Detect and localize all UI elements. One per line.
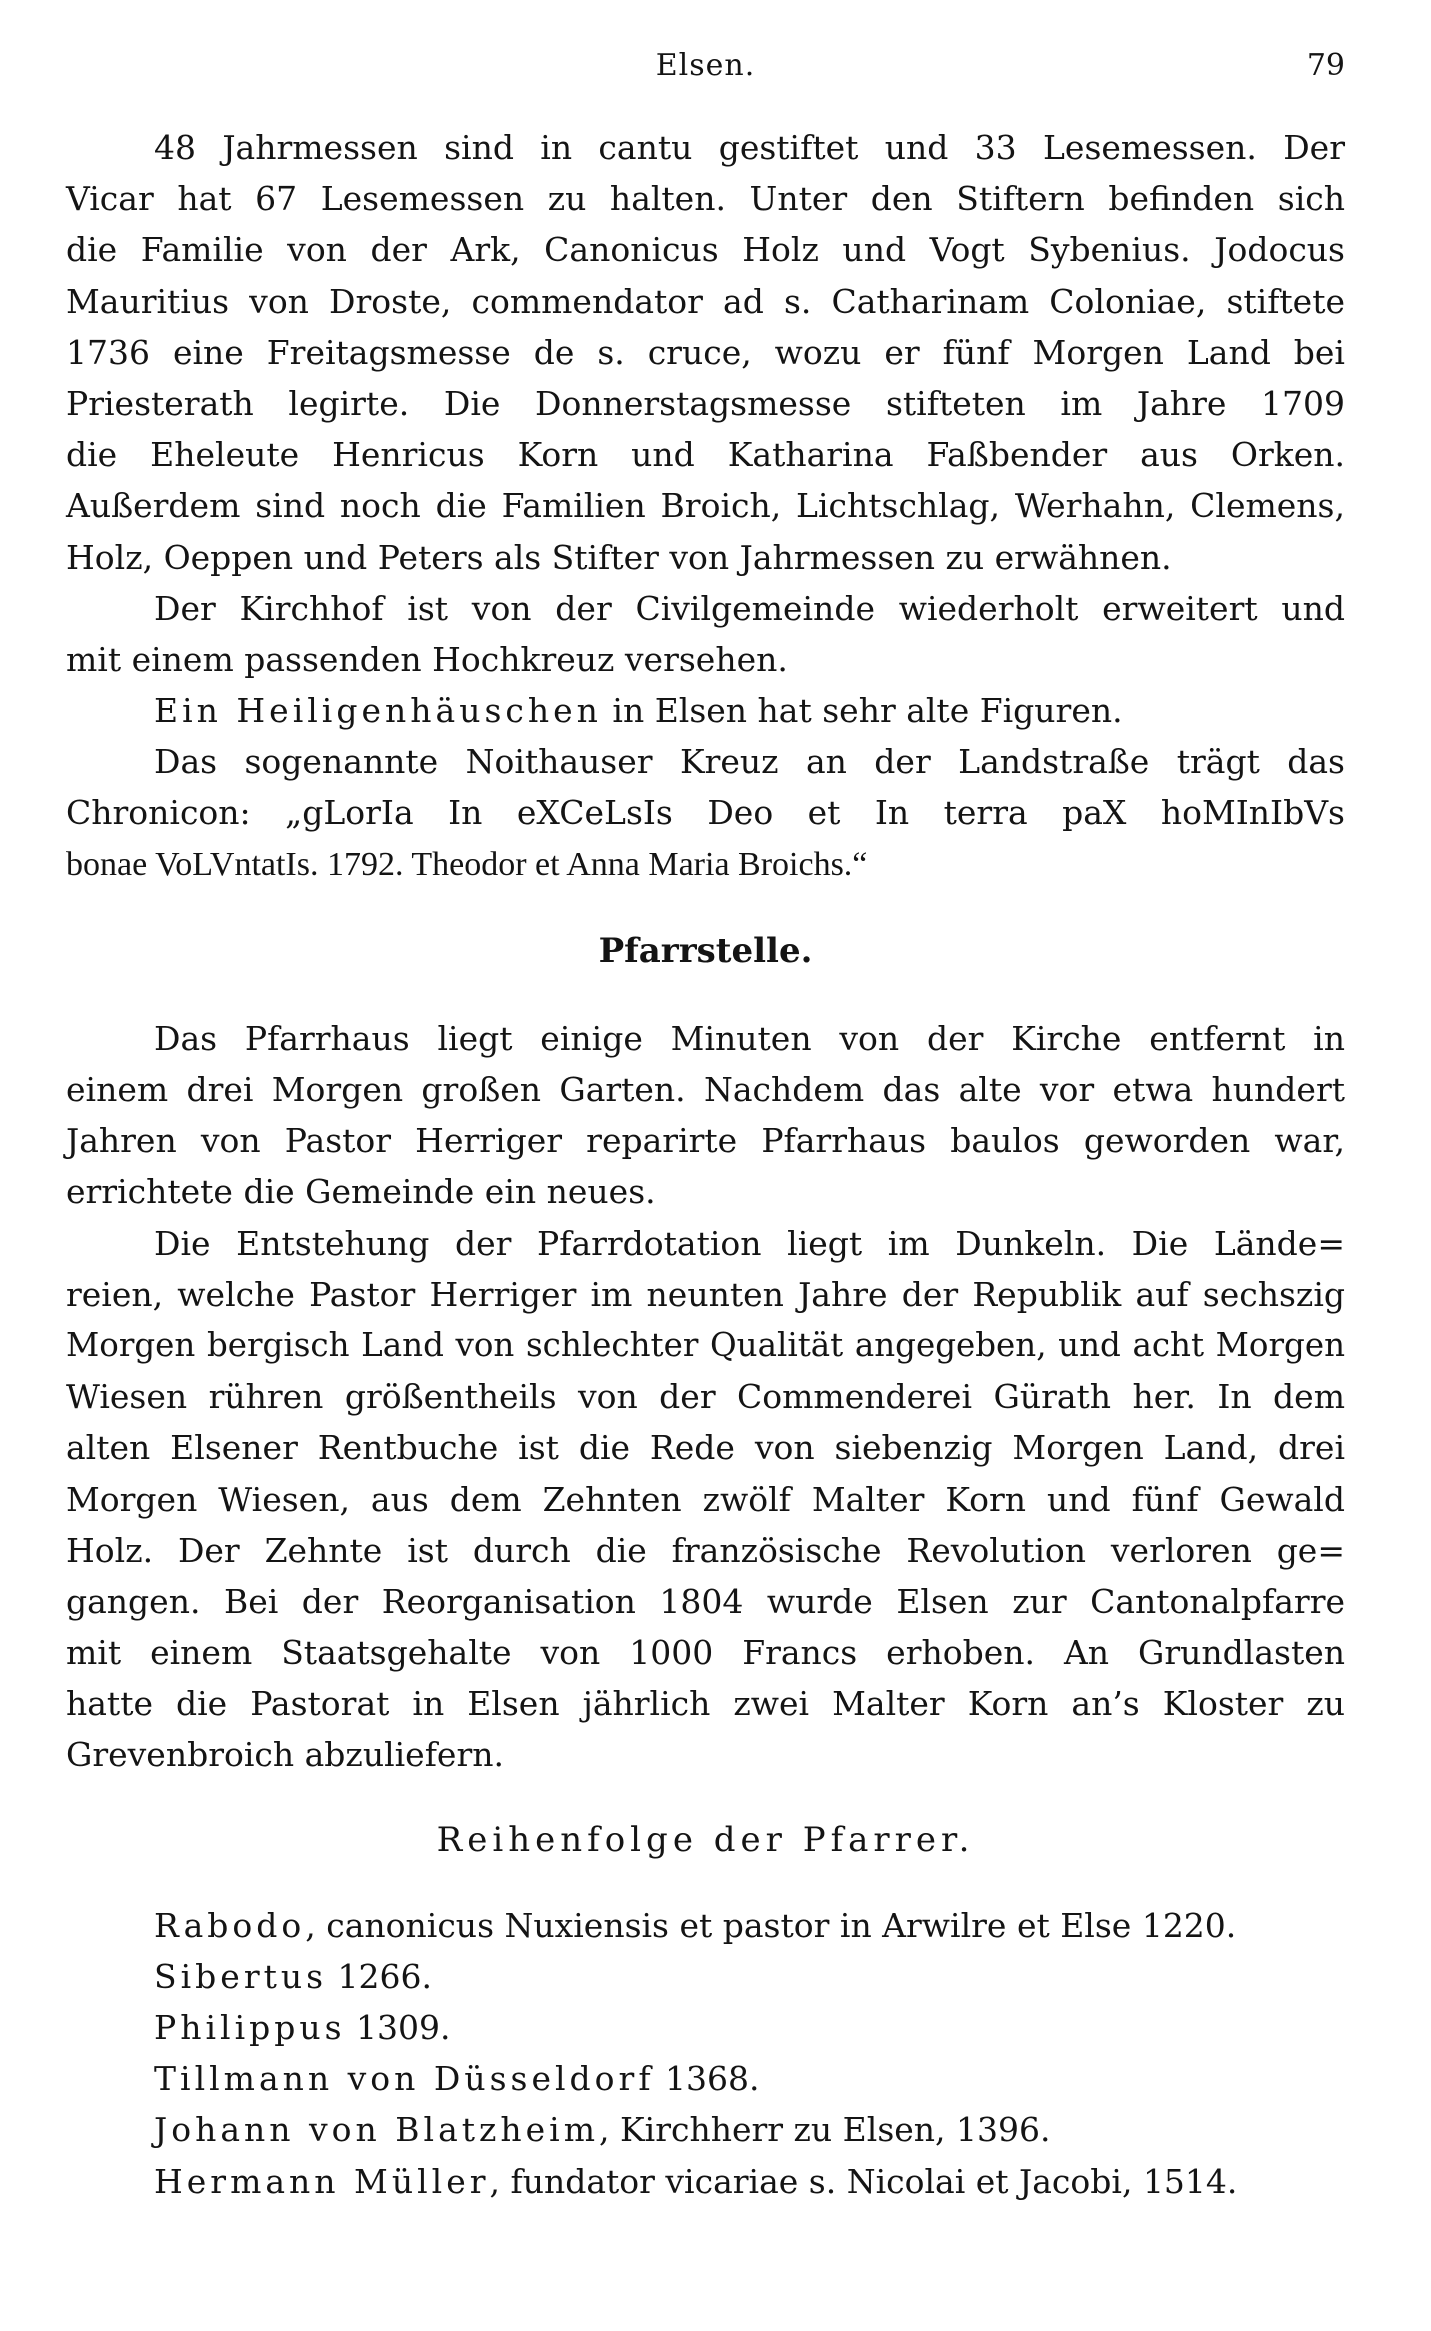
pastor-name: Rabodo: [154, 1905, 306, 1945]
text-line: Außerdem sind noch die Familien Broich, Lichtschlag, Werhahn, Clemens,: [66, 486, 1345, 526]
text-line: Das Pfarrhaus liegt einige Minuten von der Kirche entfernt in: [154, 1018, 1345, 1058]
text-line: Das sogenannte Noithauser Kreuz an der Landstraße trägt das: [154, 742, 1345, 782]
paragraph-foundations: [66, 122, 1345, 583]
text-line: die Familie von der Ark, Canonicus Holz und Vogt Sybenius. Jodocus: [66, 230, 1345, 270]
text-line: Grevenbroich abzuliefern.: [66, 1735, 504, 1775]
running-title: Elsen.: [655, 48, 756, 83]
page-header: [66, 48, 1345, 88]
text-run: in Elsen hat sehr alte Figuren.: [601, 691, 1123, 731]
pastor-detail: 1368.: [654, 2059, 760, 2099]
text-line: 48 Jahrmessen sind in cantu gestiftet und 33 Lesemessen. Der: [154, 128, 1345, 167]
pastor-detail: , Kirchherr zu Elsen, 1396.: [599, 2110, 1051, 2150]
text-line: Holz, Oeppen und Peters als Stifter von Jahrmessen zu erwähnen.: [66, 537, 1172, 577]
pastor-detail: 1266.: [327, 1956, 433, 1996]
list-item: [66, 1951, 1345, 2002]
paragraph-endowment: [66, 1218, 1345, 1781]
text-line: einem drei Morgen großen Garten. Nachdem das alte vor etwa hundert: [66, 1070, 1345, 1109]
text-line: bonae VoLVntatIs. 1792. Theodor et Anna Maria Broichs.“: [66, 845, 868, 883]
text-line: gangen. Bei der Reorganisation 1804 wurde Elsen zur Cantonalpfarre: [66, 1581, 1345, 1621]
list-item: [66, 2002, 1345, 2053]
list-item: [66, 2104, 1345, 2155]
text-line: Holz. Der Zehnte ist durch die französische Revolution verloren ge=: [66, 1530, 1345, 1570]
body-text: [66, 122, 1345, 2207]
paragraph-rectory: [66, 1013, 1345, 1218]
text-line: Morgen bergisch Land von schlechter Qualität angegeben, und acht Morgen: [66, 1325, 1345, 1364]
text-line: Chronicon: „gLorIa In eXCeLsIs Deo et In terra paX hoMInIbVs: [66, 793, 1345, 833]
paragraph-churchyard: [66, 583, 1345, 685]
spacer: [66, 1781, 1345, 1815]
text-line: Mauritius von Droste, commendator ad s. Catharinam Coloniae, stiftete: [66, 281, 1345, 321]
list-heading: Reihenfolge der Pfarrer.: [436, 1819, 975, 1860]
pastor-name: Sibertus: [154, 1956, 328, 1996]
text-line: mit einem Staatsgehalte von 1000 Francs erhoben. An Grundlasten: [66, 1633, 1345, 1673]
text-line: Der Kirchhof ist von der Civilgemeinde wiederholt erweitert und: [154, 588, 1345, 628]
spacer: [66, 890, 1345, 926]
text-line: alten Elsener Rentbuche ist die Rede von siebenzig Morgen Land, drei: [66, 1428, 1345, 1468]
text-line: Die Entstehung der Pfarrdotation liegt im Dunkeln. Die Ländе=: [154, 1223, 1345, 1263]
text-line: Priesterath legirte. Die Donnerstagsmesse stifteten im Jahre 1709: [66, 383, 1345, 423]
text-line: mit einem passenden Hochkreuz versehen.: [66, 639, 788, 679]
text-line: Vicar hat 67 Lesemessen zu halten. Unter den Stiftern befinden sich: [66, 179, 1345, 219]
pastor-name: Johann von Blatzheim: [154, 2110, 600, 2150]
text-line: errichtete die Gemeinde ein neues.: [66, 1172, 656, 1212]
text-line: die Eheleute Henricus Korn und Katharina Faßbender aus Orken.: [66, 435, 1345, 475]
pastor-detail: , fundator vicariae s. Nicolai et Jacobi, 1514.: [489, 2161, 1238, 2201]
list-item: [66, 2156, 1345, 2207]
text-line: Wiesen rühren größentheils von der Commenderei Gürath her. In dem: [66, 1377, 1345, 1417]
list-item: [66, 2053, 1345, 2104]
list-item: [66, 1900, 1345, 1951]
text-line: Morgen Wiesen, aus dem Zehnten zwölf Malter Korn und fünf Gewald: [66, 1479, 1345, 1519]
text-line: reien, welche Pastor Herriger im neunten Jahre der Republik auf sechszig: [66, 1274, 1345, 1314]
pastor-name: Tillmann von Düsseldorf: [154, 2059, 655, 2099]
text-line: Jahren von Pastor Herriger reparirte Pfarrhaus baulos geworden war,: [66, 1121, 1345, 1161]
text-line: [66, 685, 1345, 736]
spacer: [66, 1866, 1345, 1900]
page-number: 79: [1306, 48, 1345, 83]
pastor-name: Hermann Müller: [154, 2161, 490, 2201]
spaced-term: Ein Heiligenhäuschen: [154, 691, 602, 731]
paragraph-shrine: [66, 685, 1345, 736]
spacer: [66, 977, 1345, 1013]
pastor-detail: 1309.: [345, 2008, 451, 2047]
text-line: hatte die Pastorat in Elsen jährlich zwei Malter Korn an’s Kloster zu: [66, 1684, 1345, 1724]
pastor-list: [66, 1900, 1345, 2207]
section-heading: Pfarrstelle.: [598, 930, 813, 971]
text-line: 1736 eine Freitagsmesse de s. cruce, wozu er fünf Morgen Land bei: [66, 332, 1345, 372]
pastor-detail: , canonicus Nuxiensis et pastor in Arwilre et Else 1220.: [305, 1905, 1237, 1945]
paragraph-cross: [66, 736, 1345, 890]
pastor-name: Philippus: [154, 2008, 346, 2047]
